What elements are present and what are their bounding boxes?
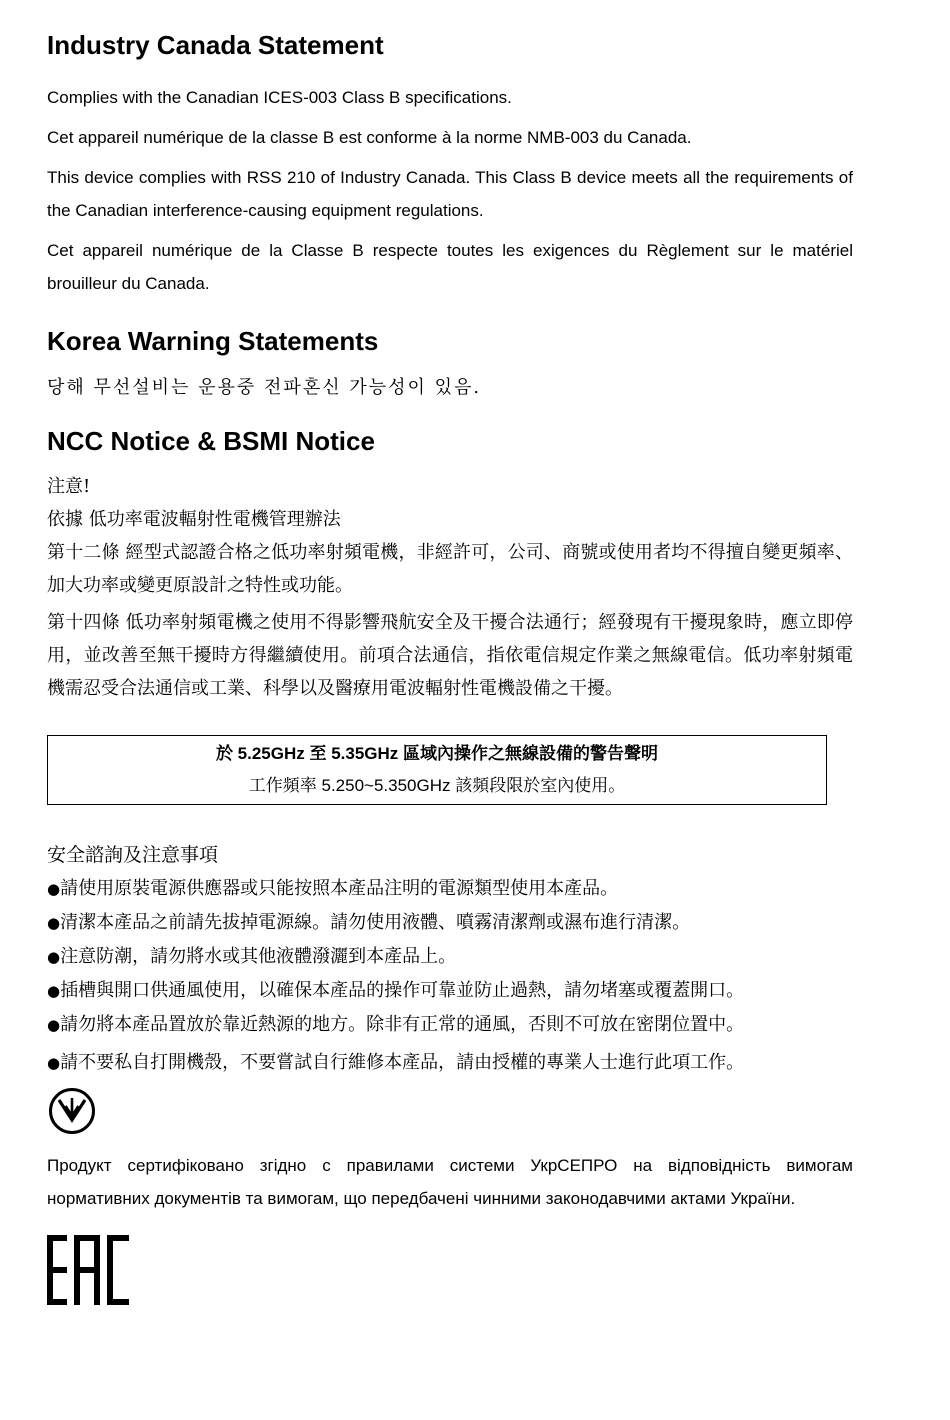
ic-paragraph-4: Cet appareil numérique de la Classe B respecte toutes les exigences du Règlement sur le matériel brouilleur du Canada. <box>47 241 853 294</box>
ncc-paragraph-1: 第十二條 經型式認證合格之低功率射頻電機，非經許可，公司、商號或使用者均不得擅自變更頻率、加大功率或變更原設計之特性或功能。 <box>47 541 853 596</box>
ic-paragraph-3: This device complies with RSS 210 of Industry Canada. This Class B device meets all the requirements of the Canadian interference-causing equipment regulations. <box>47 168 853 221</box>
korea-paragraph: 당해 무선설비는 운용중 전파혼신 가능성이 있음. <box>47 377 482 399</box>
safety-item <box>47 974 853 1008</box>
safety-item <box>47 940 853 974</box>
safety-item <box>47 1008 853 1042</box>
bullet-icon: ● <box>47 981 61 1000</box>
frequency-warning-box <box>47 735 827 805</box>
korea-heading: Korea Warning Statements <box>47 326 379 357</box>
safety-item <box>47 906 853 940</box>
safety-item-text: 注意防潮，請勿將水或其他液體潑灑到本產品上。 <box>60 945 457 967</box>
safety-item-text: 插槽與開口供通風使用，以確保本產品的操作可靠並防止過熱，請勿堵塞或覆蓋開口。 <box>60 979 745 1001</box>
ncc-paragraph-2: 第十四條 低功率射頻電機之使用不得影響飛航安全及干擾合法通行；經發現有干擾現象時，應立即停用，並改善至無干擾時方得繼續使用。前項合法通信，指依電信規定作業之無線電信。低功率射頻電機需忍受合法通信或工業、科學以及醫療用電波輻射性電機設備之干擾。 <box>47 611 853 699</box>
industry-canada-heading: Industry Canada Statement <box>47 30 384 60</box>
safety-item-text: 請不要私自打開機殼，不要嘗試自行維修本產品，請由授權的專業人士進行此項工作。 <box>60 1051 745 1073</box>
ncc-line-1: 注意! <box>47 475 91 497</box>
ic-paragraph-1: Complies with the Canadian ICES-003 Class B specifications. <box>47 88 512 108</box>
ncc-heading: NCC Notice & BSMI Notice <box>47 426 375 457</box>
box-body: 工作頻率 5.250~5.350GHz 該頻段限於室內使用。 <box>248 775 626 795</box>
bullet-icon: ● <box>47 947 61 966</box>
safety-item-text: 請使用原裝電源供應器或只能按照本產品注明的電源類型使用本產品。 <box>60 877 619 899</box>
safety-item <box>47 1046 853 1080</box>
safety-item <box>47 872 853 906</box>
safety-item-text: 清潔本產品之前請先拔掉電源線。請勿使用液體、噴霧清潔劑或濕布進行清潔。 <box>60 911 691 933</box>
document-page <box>47 30 853 1310</box>
bullet-icon: ● <box>47 1053 61 1072</box>
safety-heading: 安全諮詢及注意事項 <box>47 843 219 866</box>
safety-list <box>47 872 853 1080</box>
bullet-icon: ● <box>47 913 61 932</box>
ukrsepro-mark-icon <box>47 1086 853 1141</box>
ncc-line-2: 依據 低功率電波輻射性電機管理辦法 <box>47 508 341 530</box>
bullet-icon: ● <box>47 879 61 898</box>
box-title: 於 5.25GHz 至 5.35GHz 區域內操作之無線設備的警告聲明 <box>215 743 659 763</box>
ic-paragraph-2: Cet appareil numérique de la classe B est conforme à la norme NMB-003 du Canada. <box>47 128 692 148</box>
ukraine-paragraph: Продукт сертифіковано згідно с правилами системи УкрСЕПРО на відповідність вимогам нормативних документів та вимогам, що передбачені чинними законодавчими актами України. <box>47 1155 853 1208</box>
bullet-icon: ● <box>47 1015 61 1034</box>
safety-item-text: 請勿將本產品置放於靠近熱源的地方。除非有正常的通風，否則不可放在密閉位置中。 <box>60 1013 745 1035</box>
eac-mark-icon <box>47 1235 853 1310</box>
